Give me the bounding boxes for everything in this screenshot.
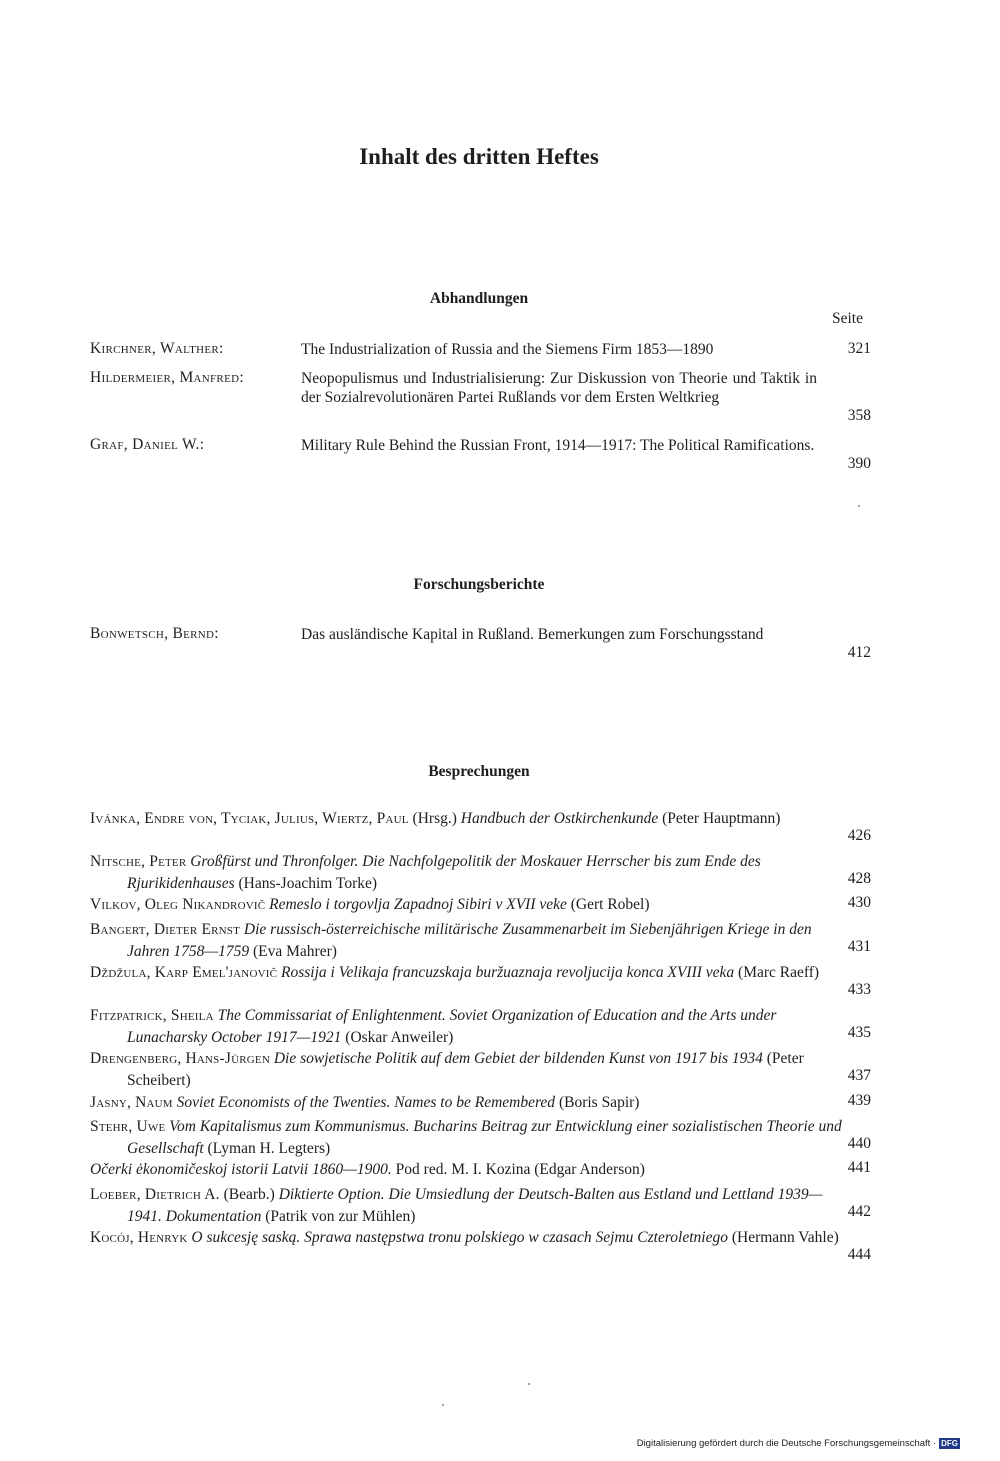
entry-title: Neopopulismus und Industrialisierung: Zur Diskussion von Theorie und Taktik in der Sozialrevolutionären Partei Rußlands vor dem Ersten Weltkrieg xyxy=(301,370,817,406)
seite-label: Seite xyxy=(832,310,863,327)
entry-author: Bonwetsch, Bernd: xyxy=(90,625,219,642)
review-text xyxy=(90,962,855,984)
review-reviewer: (Peter Hauptmann) xyxy=(658,810,781,827)
review-title: Großfürst und Thronfolger. Die Nachfolgepolitik der Moskauer Herrscher bis zum Ende des Rjurikidenhauses xyxy=(127,853,761,892)
review-text xyxy=(90,1227,855,1249)
review-author: Jasny, Naum xyxy=(90,1094,173,1111)
review-author: Drengenberg, Hans-Jürgen xyxy=(90,1050,270,1067)
review-page: 439 xyxy=(847,1092,871,1109)
review-reviewer: (Hermann Vahle) xyxy=(727,1229,839,1246)
review-author: Dždžula, Karp Emel'janovič xyxy=(90,964,278,981)
review-text xyxy=(90,1092,855,1114)
review-author: Bangert, Dieter Ernst xyxy=(90,921,241,938)
entry-author: Hildermeier, Manfred: xyxy=(90,369,244,386)
review-text xyxy=(90,1005,855,1048)
review-pre: (Hrsg.) xyxy=(408,810,461,827)
review-title: Soviet Economists of the Twenties. Names to be Remembered xyxy=(176,1094,556,1111)
scan-speck xyxy=(442,1404,444,1406)
review-text xyxy=(90,894,855,916)
review-text xyxy=(90,851,855,894)
review-reviewer: (Gert Robel) xyxy=(566,896,650,913)
review-page: 431 xyxy=(847,938,871,955)
review-page: 435 xyxy=(847,1024,871,1041)
review-title: Handbuch der Ostkirchenkunde xyxy=(460,810,659,827)
review-author: Loeber, Dietrich A. xyxy=(90,1186,220,1203)
review-text xyxy=(90,919,855,962)
review-page: 442 xyxy=(847,1203,871,1220)
section-heading-forschungsberichte: Forschungsberichte xyxy=(413,576,545,593)
review-title: Die sowjetische Politik auf dem Gebiet der bildenden Kunst von 1917 bis 1934 xyxy=(273,1050,763,1067)
entry-page: 321 xyxy=(847,340,871,357)
entry-page: 358 xyxy=(847,407,871,424)
review-text xyxy=(90,1048,855,1091)
review-title: Remeslo i torgovlja Zapadnoj Sibiri v XVII veke xyxy=(269,896,567,913)
review-author: Vilkov, Oleg Nikandrovič xyxy=(90,896,266,913)
review-reviewer: (Lyman H. Legters) xyxy=(203,1139,331,1157)
review-title: O sukcesję saską. Sprawa następstwa tronu polskiego w czasach Sejmu Czteroletniego xyxy=(191,1229,728,1246)
entry-title: Das ausländische Kapital in Rußland. Bemerkungen zum Forschungsstand xyxy=(301,626,764,643)
entry-title: Military Rule Behind the Russian Front, 1914—1917: The Political Ramifications. xyxy=(301,437,815,454)
review-author: Nitsche, Peter xyxy=(90,853,187,870)
review-title: The Commissariat of Enlightenment. Soviet Organization of Education and the Arts under Lunacharsky October 1917—1921 xyxy=(127,1007,777,1046)
scan-speck xyxy=(858,505,860,507)
review-reviewer: (Hans-Joachim Torke) xyxy=(234,874,378,892)
review-page: 440 xyxy=(847,1135,871,1152)
review-page: 437 xyxy=(847,1067,871,1084)
review-page: 433 xyxy=(847,981,871,998)
dfg-logo: DFG xyxy=(941,1439,958,1448)
review-reviewer: (Marc Raeff) xyxy=(734,964,820,981)
entry-author: Graf, Daniel W.: xyxy=(90,436,205,453)
entry-page: 390 xyxy=(847,455,871,472)
entry-author: Kirchner, Walther: xyxy=(90,340,224,357)
review-page: 441 xyxy=(847,1159,871,1176)
review-page: 428 xyxy=(847,870,871,887)
review-text xyxy=(90,1159,855,1181)
section-heading-abhandlungen: Abhandlungen xyxy=(429,290,529,307)
review-title: Die russisch-österreichische militärische Zusammenarbeit im Siebenjährigen Kriege in den Jahren 1758—1759 xyxy=(127,921,812,960)
review-reviewer: (Eva Mahrer) xyxy=(249,942,337,960)
page-title: Inhalt des dritten Heftes xyxy=(359,144,599,169)
review-text xyxy=(90,808,855,830)
review-author: Fitzpatrick, Sheila xyxy=(90,1007,214,1024)
review-reviewer: (Boris Sapir) xyxy=(555,1094,640,1111)
review-author: Kocój, Henryk xyxy=(90,1229,188,1246)
review-page: 426 xyxy=(847,827,871,844)
review-title: Očerki ėkonomičeskoj istorii Latvii 1860—1900. xyxy=(90,1161,392,1178)
section-heading-besprechungen: Besprechungen xyxy=(428,763,530,780)
scan-speck xyxy=(528,1383,530,1385)
entry-title: The Industrialization of Russia and the Siemens Firm 1853—1890 xyxy=(301,341,714,358)
review-page: 430 xyxy=(847,894,871,911)
review-title: Diktierte Option. Die Umsiedlung der Deutsch-Balten aus Estland und Lettland 1939—1941. Dokumentation xyxy=(127,1186,823,1225)
review-reviewer: (Patrik von zur Mühlen) xyxy=(261,1207,416,1225)
review-text xyxy=(90,1184,855,1227)
review-reviewer: (Peter Scheibert) xyxy=(127,1050,804,1089)
review-page: 444 xyxy=(847,1246,871,1263)
review-reviewer: (Oskar Anweiler) xyxy=(341,1028,454,1046)
entry-page: 412 xyxy=(847,644,871,661)
review-title: Vom Kapitalismus zum Kommunismus. Bucharins Beitrag zur Entwicklung einer sozialistischen Theorie und Gesellschaft xyxy=(127,1118,842,1157)
review-pre: (Bearb.) xyxy=(219,1186,279,1203)
review-title: Rossija i Velikaja francuzskaja buržuaznaja revoljucija konca XVIII veka xyxy=(281,964,735,981)
footer-credit xyxy=(637,1438,960,1449)
review-author: Stehr, Uwe xyxy=(90,1118,166,1135)
review-reviewer: Pod red. M. I. Kozina (Edgar Anderson) xyxy=(391,1161,645,1178)
review-text xyxy=(90,1116,855,1159)
footer-text: Digitalisierung gefördert durch die Deutsche Forschungsgemeinschaft · xyxy=(636,1438,937,1449)
review-author: Ivánka, Endre von, Tyciak, Julius, Wiertz, Paul xyxy=(90,810,409,827)
